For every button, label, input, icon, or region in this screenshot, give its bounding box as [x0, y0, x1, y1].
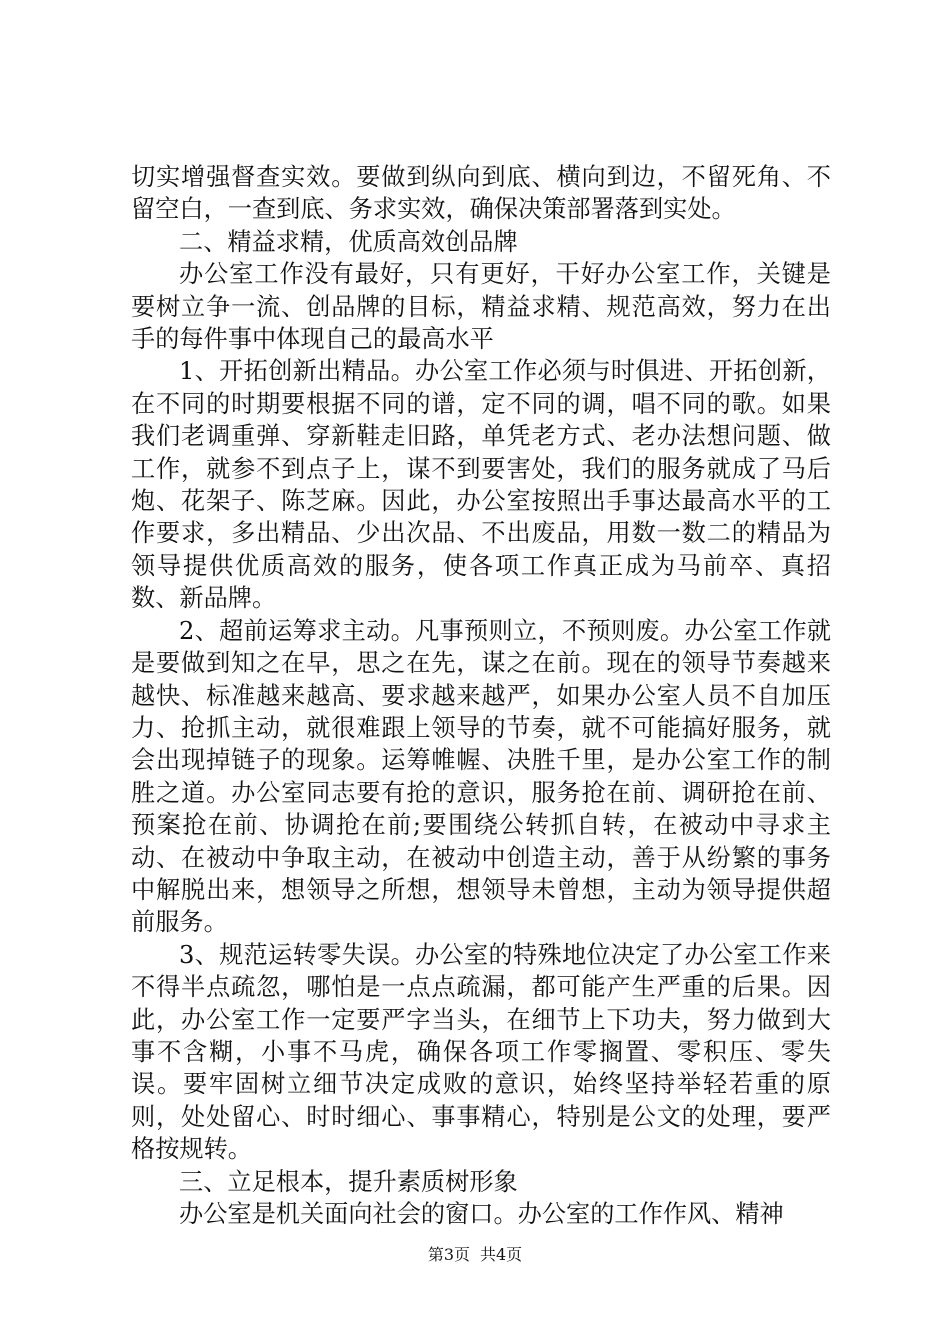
document-body [131, 161, 831, 1230]
page-total: 共4页 [480, 1245, 523, 1264]
paragraph-intro-section-3: 办公室是机关面向社会的窗口。办公室的工作作风、精神 [179, 1200, 784, 1228]
section-heading-3: 三、立足根本，提升素质树形象 [179, 1167, 518, 1196]
paragraph-item-3: 3、规范运转零失误。办公室的特殊地位决定了办公室工作来不得半点疏忽，哪怕是一点点疏漏，都可能产生严重的后果。因此，办公室工作一定要严字当头，在细节上下功夫，努力做到大事不含糊，小事不马虎，确保各项工作零搁置、零积压、零失误。要牢固树立细节决定成败的意识，始终坚持举轻若重的原则，处处留心、时时细心、事事精心，特别是公文的处理，要严格按规转。 [131, 940, 831, 1164]
paragraph-item-1: 1、开拓创新出精品。办公室工作必须与时俱进、开拓创新，在不同的时期要根据不同的谱，定不同的调，唱不同的歌。如果我们老调重弹、穿新鞋走旧路，单凭老方式、老办法想问题、做工作，就参不到点子上，谋不到要害处，我们的服务就成了马后炮、花架子、陈芝麻。因此，办公室按照出手事达最高水平的工作要求，多出精品、少出次品、不出废品，用数一数二的精品为领导提供优质高效的服务，使各项工作真正成为马前卒、真招数、新品牌。 [131, 357, 831, 613]
paragraph-continuation: 切实增强督查实效。要做到纵向到底、横向到边，不留死角、不留空白，一查到底、务求实效，确保决策部署落到实处。 [131, 163, 831, 224]
section-heading-2: 二、精益求精，优质高效创品牌 [179, 227, 518, 256]
page-number: 第3页 [427, 1245, 470, 1264]
paragraph-intro-section-2: 办公室工作没有最好，只有更好，干好办公室工作，关键是要树立争一流、创品牌的目标，精益求精、规范高效，努力在出手的每件事中体现自己的最高水平 [131, 260, 831, 354]
paragraph-item-2: 2、超前运筹求主动。凡事预则立，不预则废。办公室工作就是要做到知之在早，思之在先，谋之在前。现在的领导节奏越来越快、标准越来越高、要求越来越严，如果办公室人员不自加压力、抢抓主动，就很难跟上领导的节奏，就不可能搞好服务，就会出现掉链子的现象。运筹帷幄、决胜千里，是办公室工作的制胜之道。办公室同志要有抢的意识，服务抢在前、调研抢在前、预案抢在前、协调抢在前;要围绕公转抓自转，在被动中寻求主动、在被动中争取主动，在被动中创造主动，善于从纷繁的事务中解脱出来，想领导之所想，想领导未曾想，主动为领导提供超前服务。 [131, 616, 831, 937]
page-footer [0, 1245, 950, 1265]
